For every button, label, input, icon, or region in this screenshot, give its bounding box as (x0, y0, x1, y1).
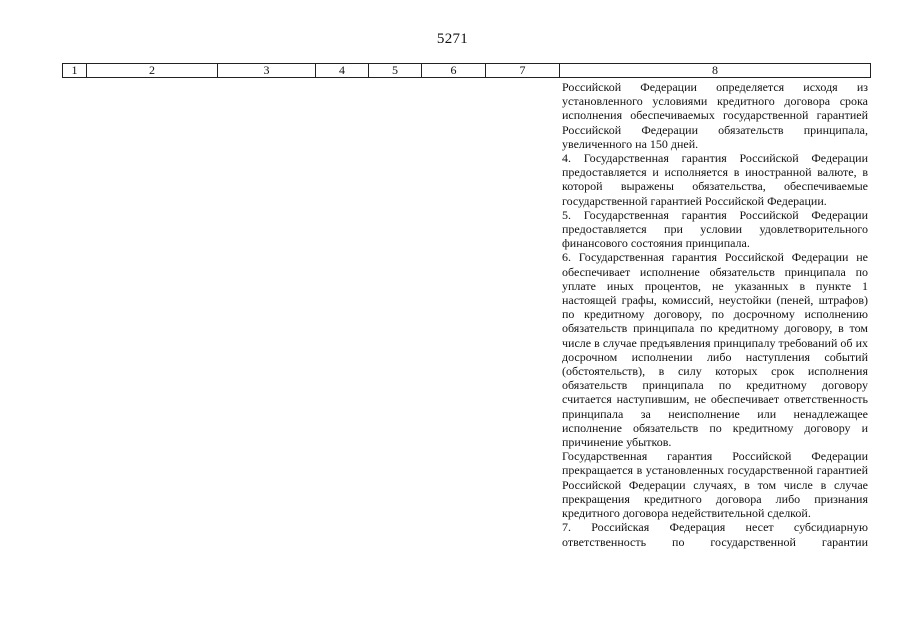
paragraph-6-exclusions: 6. Государственная гарантия Российской Федерации не обеспечивает исполнение обязательств принципала по уплате иных процентов, не указанных в пункте 1 настоящей графы, комиссий, неустойки (пеней, штрафов) по кредитному договору, по досрочному исполнению обязательств принципала по кредитному договору, в том числе в случае предъявления принципалу требований об их досрочном исполнении либо наступления событий (обстоятельств), в силу которых срок исполнения обязательств принципала по кредитному договору считается наступившим, не обеспечивает ответственность принципала за неисполнение или ненадлежащее исполнение обязательств по кредитному договору и причинение убытков. (562, 250, 868, 450)
column-number-1: 1 (63, 64, 87, 78)
paragraph-guarantee-term: Российской Федерации определяется исходя из установленного условиями кредитного договора срока исполнения обеспечиваемых государственной гарантией Российской Федерации обязательств принципала, увеличенного на 150 дней. (562, 80, 868, 151)
column-number-7: 7 (486, 64, 560, 78)
paragraph-7-subsidiary-liability: 7. Российская Федерация несет субсидиарную ответственность по государственной гарантии (562, 520, 868, 549)
column-number-header (62, 63, 871, 78)
column-number-6: 6 (422, 64, 486, 78)
paragraph-4-currency: 4. Государственная гарантия Российской Федерации предоставляется и исполняется в иностранной валюте, в которой выражены обязательства, обеспечиваемые государственной гарантией Российской Федерации. (562, 151, 868, 208)
column-number-3: 3 (218, 64, 316, 78)
page-number: 5271 (436, 31, 469, 47)
column-8-text (562, 80, 868, 549)
column-number-5: 5 (369, 64, 422, 78)
paragraph-5-financial-condition: 5. Государственная гарантия Российской Федерации предоставляется при условии удовлетворительного финансового состояния принципала. (562, 207, 868, 251)
paragraph-termination: Государственная гарантия Российской Федерации прекращается в установленных государственной гарантией Российской Федерации случаях, в том числе в случае прекращения кредитного договора либо признания кредитного договора недействительной сделкой. (562, 449, 868, 521)
column-number-2: 2 (87, 64, 218, 78)
column-number-4: 4 (316, 64, 369, 78)
column-number-8: 8 (560, 64, 871, 78)
